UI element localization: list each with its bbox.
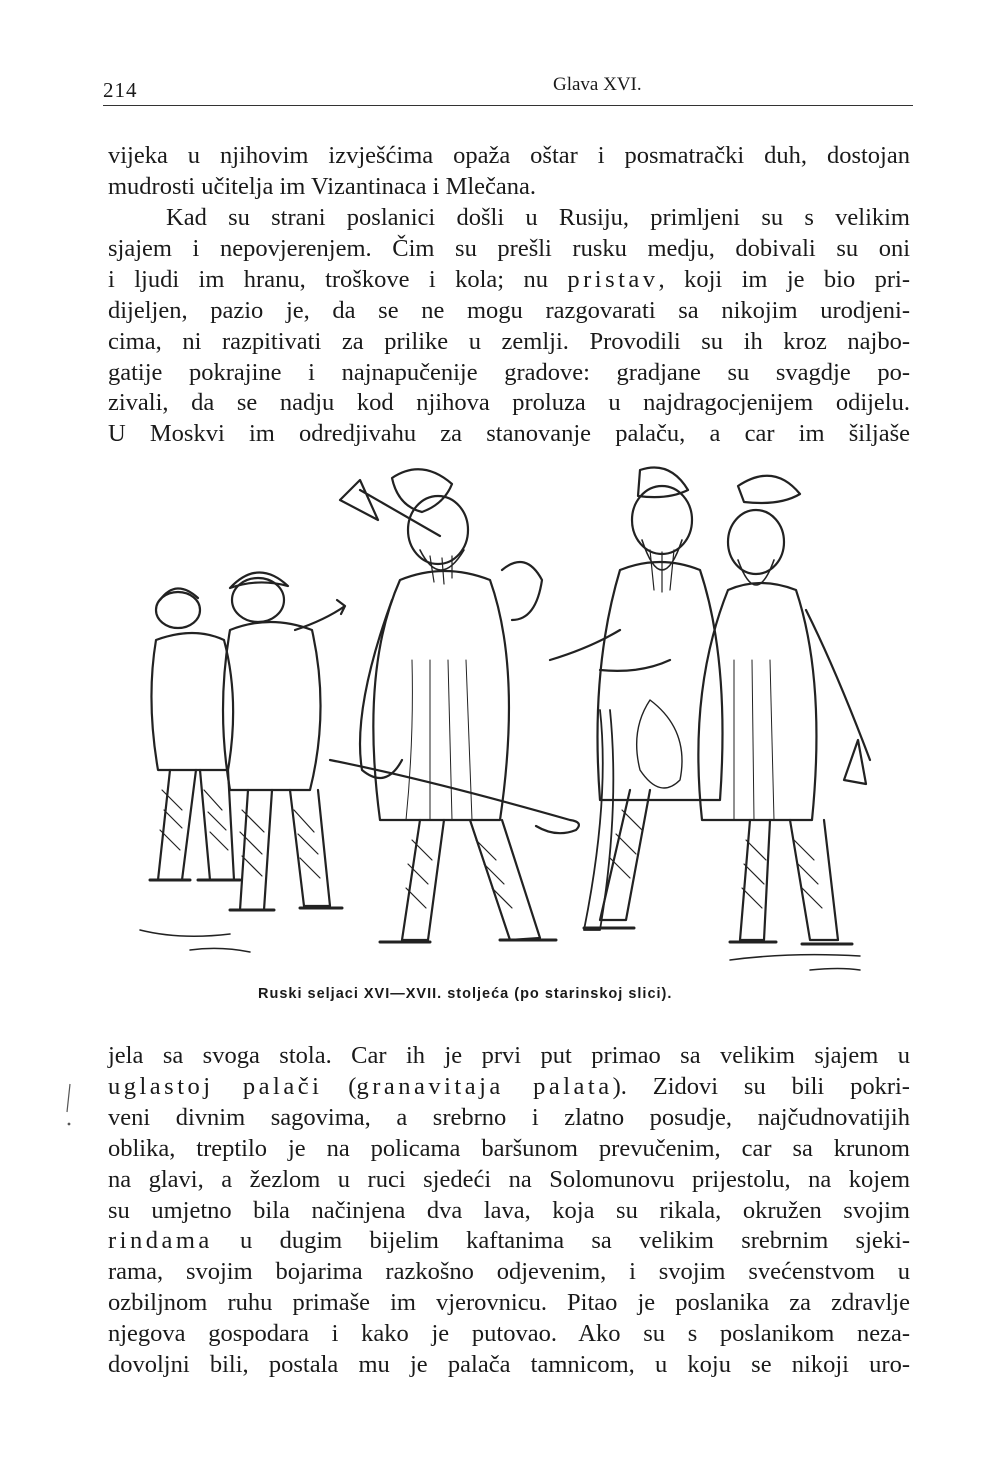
engraving-image: [130, 460, 872, 980]
emphasis-rindama: rindama: [108, 1227, 213, 1255]
figure-1: [150, 588, 240, 880]
figure-4: [550, 468, 723, 931]
paragraph-3: [108, 1041, 910, 1381]
running-head: Glava XVI.: [553, 74, 642, 95]
figure-3: [330, 469, 579, 942]
text-line: Kad su strani poslanici došli u Rusiju, primljeni su s velikim: [166, 204, 910, 231]
text-line: dijeljen, pazio je, da se ne mogu razgovarati sa nikojim urodjeni-: [108, 296, 910, 324]
paragraph-2: [108, 203, 910, 450]
page-number: 214: [103, 78, 138, 102]
text-line: uglastoj palači (granavitaja palata). Zidovi su bili pokri-: [108, 1072, 910, 1100]
text-line: na glavi, a žezlom u ruci sjedeći na Solomunovu prijestolu, na kojem: [108, 1165, 910, 1193]
text-line: dovoljni bili, postala mu je palača tamnicom, u koju se nikoji uro-: [108, 1351, 910, 1379]
text-line: U Moskvi im odredjivahu za stanovanje palaču, a car im šiljaše: [108, 420, 910, 448]
text-line: rama, svojim bojarima razkošno odjevenim, i svojim svećenstvom u: [108, 1258, 910, 1286]
text-line: su umjetno bila načinjena dva lava, koja su rikala, okružen svojim: [108, 1196, 910, 1224]
text-line: ozbiljnom ruhu primaše im vjerovnicu. Pitao je poslanika za zdravlje: [108, 1289, 910, 1317]
text-line: vijeka u njihovim izvješćima opaža oštar i posmatrački duh, dostojan: [108, 142, 910, 169]
figure-5: [698, 476, 870, 944]
text-line: oblika, treptilo je na policama baršunom prevučenim, car sa krunom: [108, 1134, 910, 1162]
emphasis-granavitaja-palata: granavitaja palata: [356, 1072, 613, 1100]
text-line: jela sa svoga stola. Car ih je prvi put primao sa velikim sjajem u: [108, 1042, 910, 1069]
margin-pencil-mark: [66, 1082, 72, 1128]
emphasis-uglastoj-palaci: uglastoj palači: [108, 1072, 323, 1100]
text-line: sjajem i nepovjerenjem. Čim su prešli rusku medju, dobivali su oni: [108, 234, 910, 262]
page-header: [103, 72, 913, 108]
text-line: cima, ni razpitivati za prilike u zemlji. Provodili su ih kroz najbo-: [108, 327, 910, 355]
illustration-russian-peasants: [130, 460, 872, 980]
text-line: njegova gospodara i kako je putovao. Ako su s poslanikom neza-: [108, 1320, 910, 1348]
figure-2: [223, 572, 345, 910]
header-rule: [103, 105, 913, 106]
text-line: gatije pokrajine i najnapučenije gradove: gradjane su svagdje po-: [108, 358, 910, 386]
figure-caption: Ruski seljaci XVI—XVII. stoljeća (po starinskoj slici).: [258, 986, 673, 1002]
text-line: zivali, da se nadju kod njihova proluza u najdragocjenijem odijelu.: [108, 389, 910, 417]
text-line: mudrosti učitelja im Vizantinaca i Mlečana.: [108, 172, 537, 200]
emphasis-pristav: pristav: [567, 265, 659, 293]
paragraph-1: [108, 141, 910, 203]
text-line: veni divnim sagovima, a srebrno i zlatno posudje, najčudnovatijih: [108, 1103, 910, 1131]
text-line: rindama u dugim bijelim kaftanima sa velikim srebrnim sjeki-: [108, 1227, 910, 1255]
text-line: i ljudi im hranu, troškove i kola; nu pristav, koji im je bio pri-: [108, 265, 911, 293]
